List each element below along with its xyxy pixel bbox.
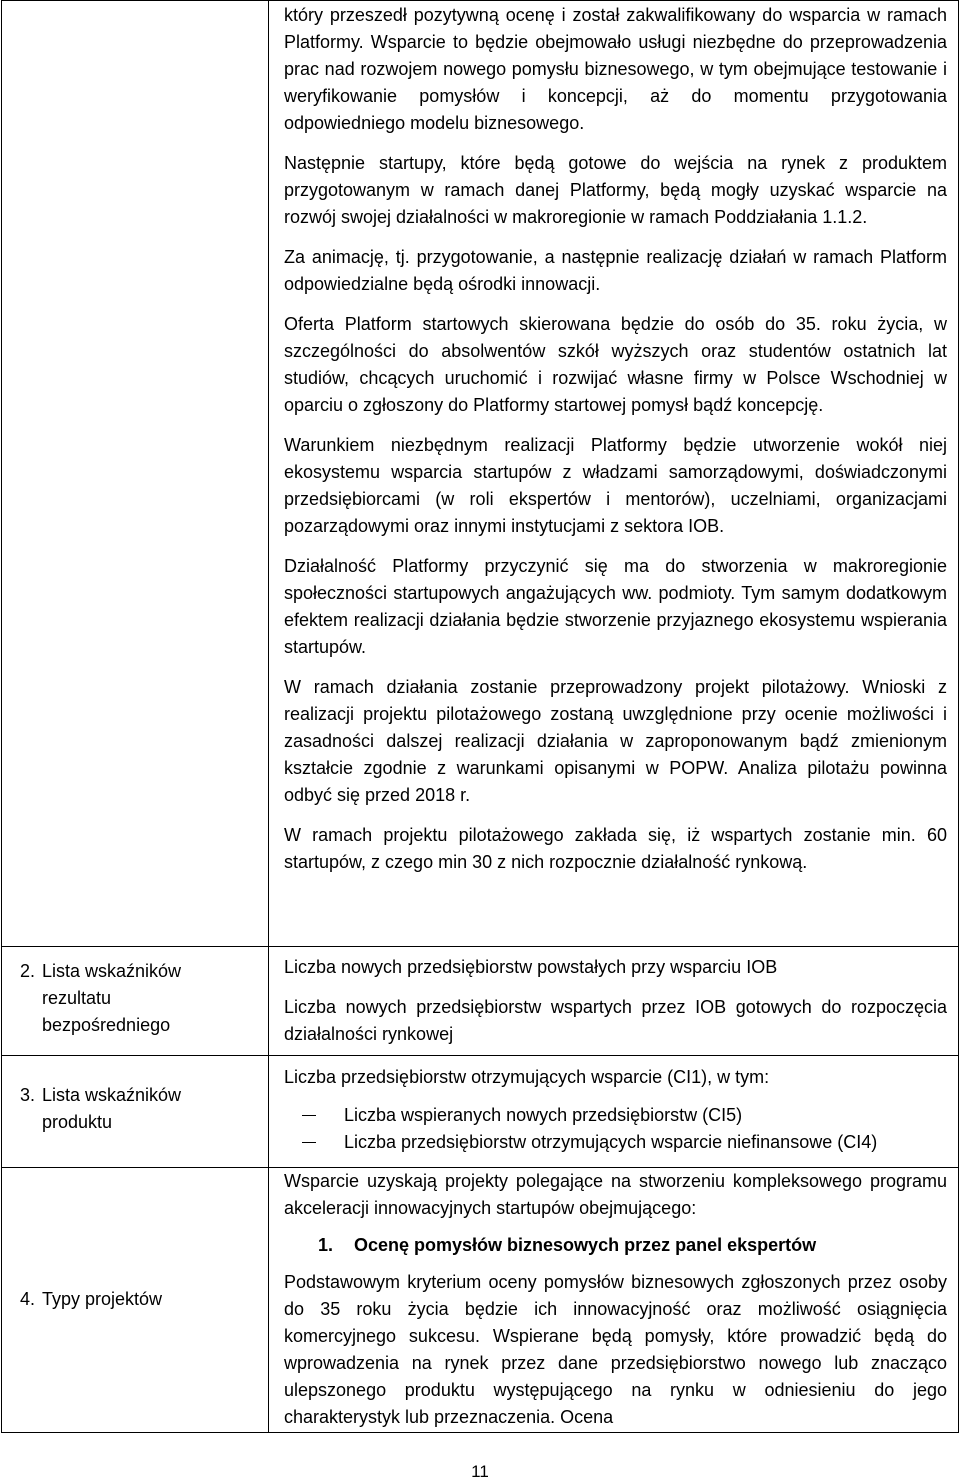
row-number: 3.	[20, 1085, 36, 1105]
typy-cell	[284, 1168, 947, 1431]
row-number: 4.	[20, 1289, 36, 1309]
paragraph: który przeszedł pozytywną ocenę i został zakwalifikowany do wsparcia w ramach Platformy. Wsparcie to będzie obejmowało usługi niezbędne do przeprowadzenia prac nad rozwojem nowego pomysłu biznesowego, w tym obejmujące testowanie i weryfikowanie pomysłów i koncepcji, aż do momentu przygotowania odpowiedniego modelu biznesowego.	[284, 5, 947, 133]
paragraph: W ramach działania zostanie przeprowadzony projekt pilotażowy. Wnioski z realizacji projektu pilotażowego zostaną uwzględnione przy ocenie możliwości i zasadności dalszej realizacji działania w zaproponowanym bądź zmienionym kształcie zgodnie z warunkami opisanymi w POPW. Analiza pilotażu powinna odbyć się przed 2018 r.	[284, 677, 947, 805]
indicator-intro: Liczba przedsiębiorstw otrzymujących wsparcie (CI1), w tym:	[284, 1067, 770, 1087]
project-intro: Wsparcie uzyskają projekty polegające na stworzeniu kompleksowego programu akceleracji innowacyjnych startupów obejmującego:	[284, 1171, 947, 1218]
indicator-bullet: Liczba wspieranych nowych przedsiębiorstw (CI5)	[284, 1102, 947, 1129]
indicator-bullet: Liczba przedsiębiorstw otrzymujących wsparcie niefinansowe (CI4)	[284, 1129, 947, 1156]
row-label-rezultat	[20, 958, 250, 1039]
page-number: 11	[471, 1462, 489, 1481]
indicator-item: Liczba nowych przedsiębiorstw wspartych przez IOB gotowych do rozpoczęcia działalności rynkowej	[284, 997, 947, 1044]
project-body: Podstawowym kryterium oceny pomysłów biznesowych zgłoszonych przez osoby do 35 roku życia będzie ich innowacyjność oraz możliwość osiągnięcia komercyjnego sukcesu. Wspierane będą pomysły, które prowadzić będą do wprowadzenia na rynek przez dane przedsiębiorstwo nowego lub znacząco ulepszonego produktu występującego na rynku w odniesieniu do jego charakterystyk lub przeznaczenia. Ocena	[284, 1272, 947, 1427]
row-title: Lista wskaźników rezultatu bezpośredniego	[42, 961, 182, 1035]
paragraph: Działalność Platformy przyczynić się ma do stworzenia w makroregionie społeczności startupowych angażujących ww. podmioty. Tym samym dodatkowym efektem realizacji działania będzie stworzenie przyjaznego ekosystemu wspierania startupów.	[284, 556, 947, 657]
row-title: Typy projektów	[42, 1289, 163, 1309]
paragraph: W ramach projektu pilotażowego zakłada się, iż wspartych zostanie min. 60 startupów, z czego min 30 z nich rozpocznie działalność rynkową.	[284, 825, 947, 872]
paragraph: Warunkiem niezbędnym realizacji Platformy będzie utworzenie wokół niej ekosystemu wsparcia startupów z władzami samorządowymi, doświadczonymi przedsiębiorcami (w roli ekspertów i mentorów), uczelniami, organizacjami pozarządowymi oraz innymi instytucjami z sektora IOB.	[284, 435, 947, 536]
description-cell	[284, 2, 947, 876]
row-divider-1	[1, 946, 959, 947]
row-divider-2	[1, 1055, 959, 1056]
step-title: Ocenę pomysłów biznesowych przez panel ekspertów	[354, 1235, 817, 1255]
row-title: Lista wskaźników produktu	[42, 1085, 182, 1132]
row-number: 2.	[20, 961, 36, 981]
row-label-typy	[20, 1286, 250, 1313]
paragraph: Za animację, tj. przygotowanie, a następnie realizację działań w ramach Platform odpowiedzialne będą ośrodki innowacji.	[284, 247, 947, 294]
table-border-top	[1, 0, 959, 1]
table-border-right	[958, 0, 959, 1433]
project-step	[284, 1232, 947, 1259]
paragraph: Oferta Platform startowych skierowana będzie do osób do 35. roku życia, w szczególności do absolwentów szkół wyższych oraz studentów ostatnich lat studiów, chcących uruchomić i rozwijać własne firmy w Polsce Wschodniej w oparciu o zgłoszony do Platformy startowej pomysł bądź koncepcję.	[284, 314, 947, 415]
rezultat-cell	[284, 954, 947, 1048]
paragraph: Następnie startupy, które będą gotowe do wejścia na rynek z produktem przygotowanym w ramach danej Platformy, będą mogły uzyskać wsparcie na rozwój swojej działalności w makroregionie w ramach Poddziałania 1.1.2.	[284, 153, 947, 227]
row-label-produkt	[20, 1082, 250, 1136]
step-number: 1.	[318, 1235, 334, 1255]
table-border-left	[1, 0, 2, 1433]
table-border-bottom	[1, 1432, 959, 1433]
indicator-item: Liczba nowych przedsiębiorstw powstałych przy wsparciu IOB	[284, 957, 778, 977]
produkt-cell	[284, 1064, 947, 1156]
table-column-divider	[268, 0, 269, 1433]
